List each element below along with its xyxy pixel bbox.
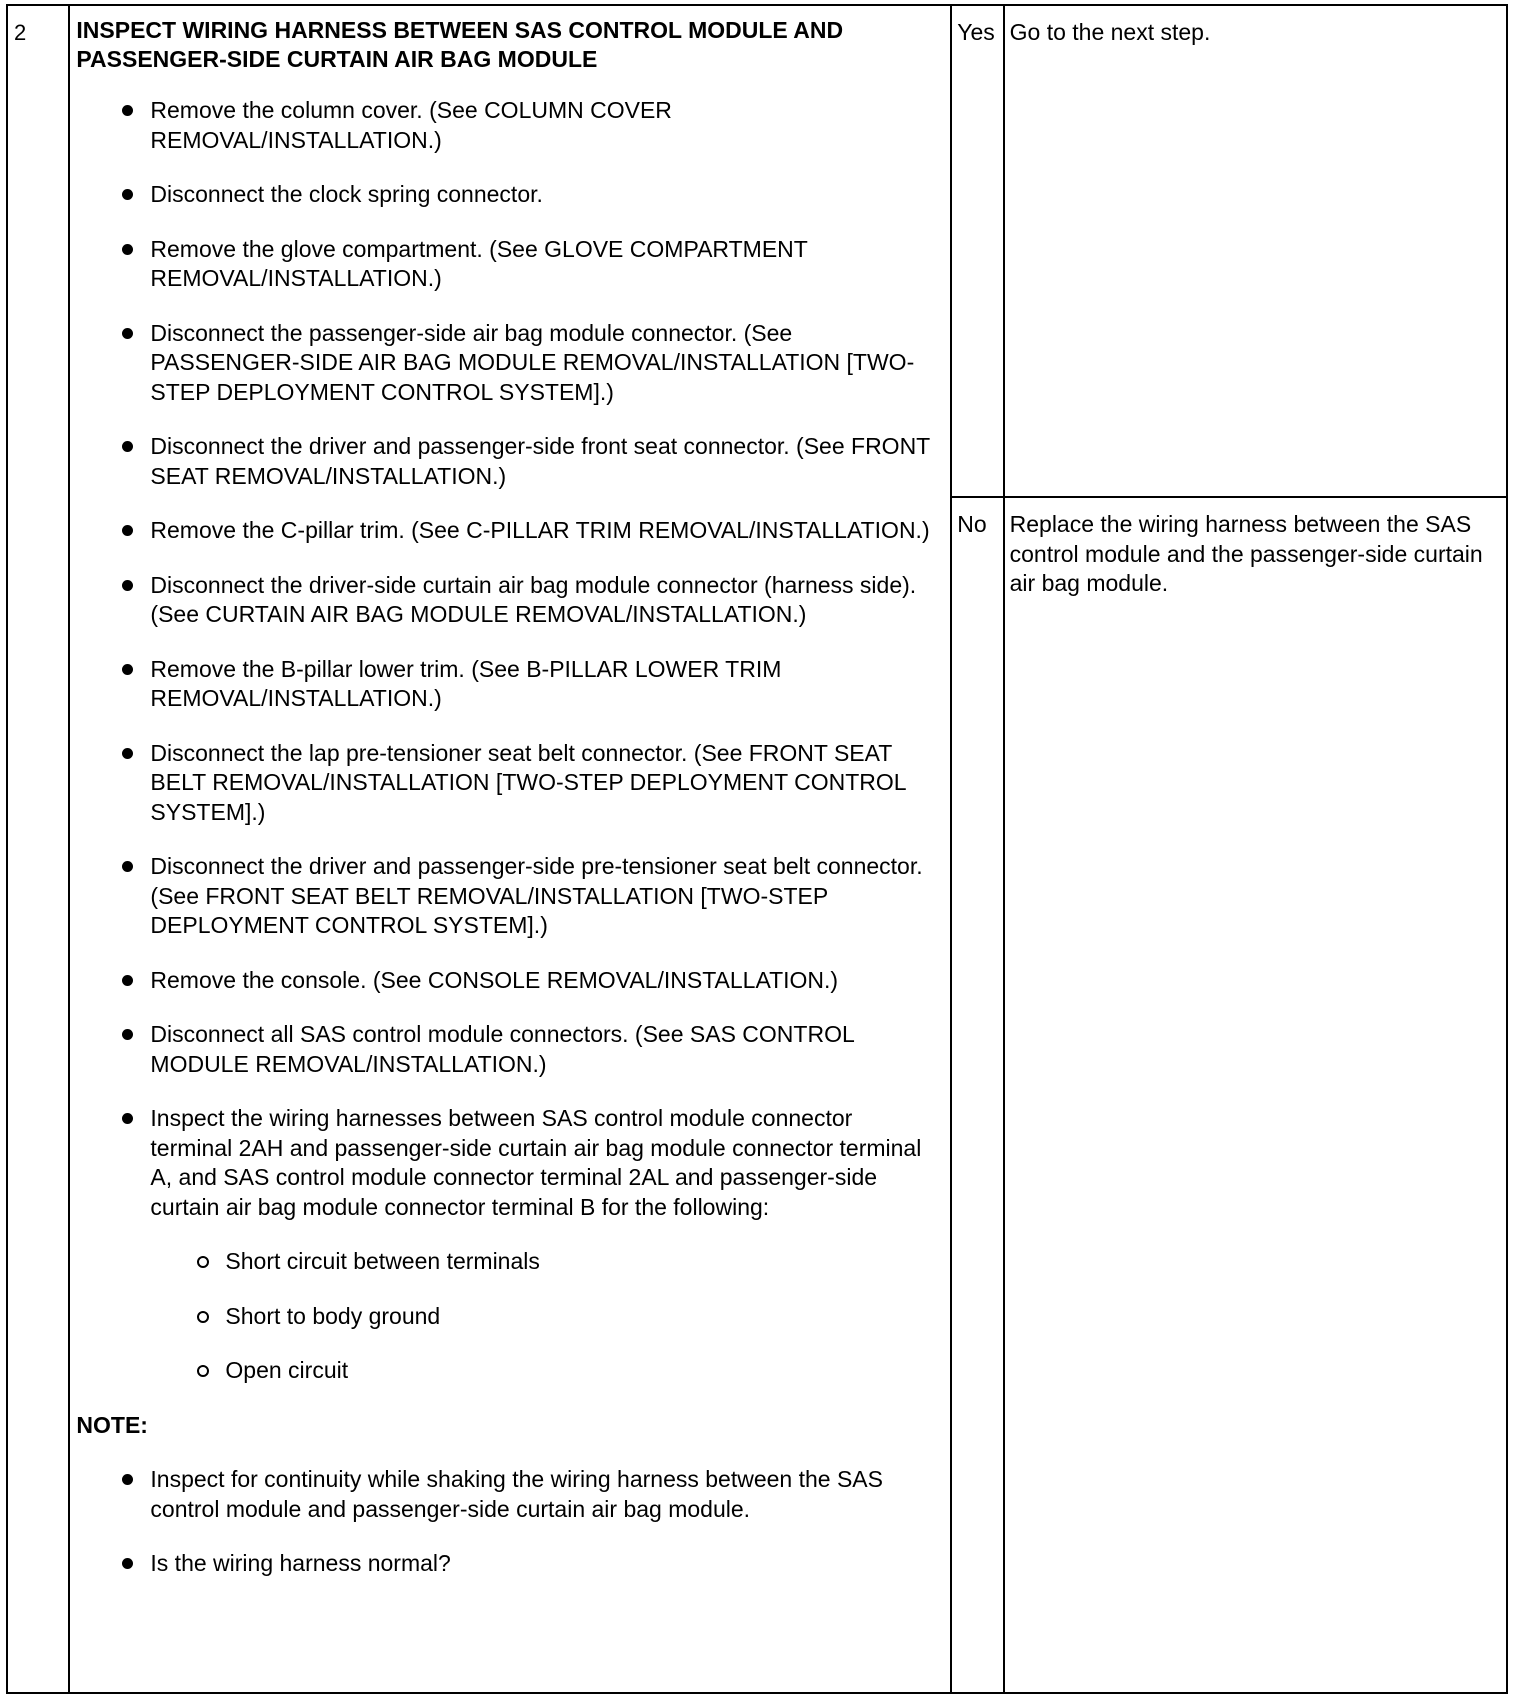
step-row-yes [7,5,1507,497]
result-no-cell [951,497,1003,1693]
list-item: Remove the C-pillar trim. (See C-PILLAR TRIM REMOVAL/INSTALLATION.) [76,516,940,546]
list-item: Disconnect the driver and passenger-side front seat connector. (See FRONT SEAT REMOVAL/INSTALLATION.) [76,432,940,491]
list-item: Disconnect the passenger-side air bag module connector. (See PASSENGER-SIDE AIR BAG MODULE REMOVAL/INSTALLATION [TWO-STEP DEPLOYMENT CONTROL SYSTEM].) [76,319,940,408]
list-item: Remove the B-pillar lower trim. (See B-PILLAR LOWER TRIM REMOVAL/INSTALLATION.) [76,655,940,714]
note-label: NOTE: [76,1411,148,1438]
result-no-label: No [957,511,987,537]
step-number-cell [7,5,69,1693]
action-no-text: Replace the wiring harness between the SAS control module and the passenger-side curtain air bag module. [1009,511,1483,596]
step-title: INSPECT WIRING HARNESS BETWEEN SAS CONTROL MODULE AND PASSENGER-SIDE CURTAIN AIR BAG MODULE [76,17,844,72]
step-content-cell [69,5,951,1693]
note-item: Is the wiring harness normal? [76,1549,940,1579]
step-number: 2 [14,20,27,45]
list-item: Disconnect the lap pre-tensioner seat belt connector. (See FRONT SEAT BELT REMOVAL/INSTALLATION [TWO-STEP DEPLOYMENT CONTROL SYSTEM].) [76,739,940,828]
list-item: Disconnect all SAS control module connectors. (See SAS CONTROL MODULE REMOVAL/INSTALLATION.) [76,1020,940,1079]
list-item: Disconnect the driver and passenger-side pre-tensioner seat belt connector. (See FRONT SEAT BELT REMOVAL/INSTALLATION [TWO-STEP DEPLOYMENT CONTROL SYSTEM].) [76,852,940,941]
list-item: Disconnect the driver-side curtain air bag module connector (harness side). (See CURTAIN AIR BAG MODULE REMOVAL/INSTALLATION.) [76,571,940,630]
note-item: Inspect for continuity while shaking the wiring harness between the SAS control module and passenger-side curtain air bag module. [76,1465,940,1524]
list-item: Remove the console. (See CONSOLE REMOVAL/INSTALLATION.) [76,966,940,996]
action-yes-text: Go to the next step. [1009,19,1211,45]
action-yes-cell [1004,5,1507,497]
list-item: Remove the column cover. (See COLUMN COVER REMOVAL/INSTALLATION.) [76,96,940,155]
list-item: Remove the glove compartment. (See GLOVE COMPARTMENT REMOVAL/INSTALLATION.) [76,235,940,294]
sub-list-item: Short circuit between terminals [76,1247,940,1277]
sub-list-item: Short to body ground [76,1302,940,1332]
diagnostic-step-table [6,4,1508,1694]
action-no-cell [1004,497,1507,1693]
result-yes-cell [951,5,1003,497]
list-item: Inspect the wiring harnesses between SAS control module connector terminal 2AH and passenger-side curtain air bag module connector terminal A, and SAS control module connector terminal 2AL and passenger-side curtain air bag module connector terminal B for the following: [76,1104,940,1222]
result-yes-label: Yes [957,19,995,45]
step-content [70,6,950,1579]
list-item: Disconnect the clock spring connector. [76,180,940,210]
sub-list-item: Open circuit [76,1356,940,1386]
